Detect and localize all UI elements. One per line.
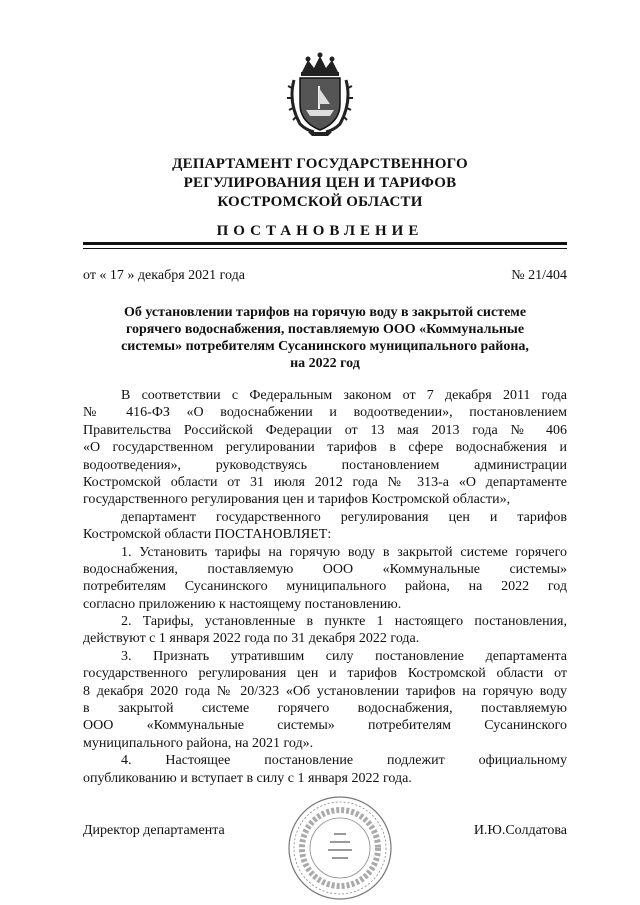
body-line: ООО «Коммунальные системы» потребителям Сусанинского — [83, 718, 567, 734]
signatory-name: И.Ю.Солдатова — [473, 823, 567, 838]
body-line: 8 декабря 2020 года № 20/323 «Об установлении тарифов на горячую воду — [83, 683, 567, 699]
document-number: № 21/404 — [511, 268, 567, 283]
department-line: ДЕПАРТАМЕНТ ГОСУДАРСТВЕННОГО — [172, 156, 468, 172]
department-heading — [0, 155, 640, 212]
document-type: ПОСТАНОВЛЕНИЕ — [216, 223, 424, 239]
title-line: системы» потребителям Сусанинского муниципального района, — [121, 339, 529, 354]
body-line: Правительства Российской Федерации от 13 мая 2013 года № 406 — [83, 422, 567, 438]
body-line: В соответствии с Федеральным законом от 7 декабря 2011 года — [121, 388, 567, 403]
body-line: муниципального района, на 2021 год». — [83, 735, 314, 751]
body-line: государственного регулирования цен и тарифов Костромской области от — [83, 666, 567, 682]
body-line: потребителям Сусанинского муниципального района, на 2022 год — [83, 579, 567, 595]
title-line: горячего водоснабжения, поставляемую ООО «Коммунальные — [125, 322, 525, 337]
document-title — [83, 304, 567, 372]
body-line: 3. Признать утратившим силу постановление департамента — [121, 648, 567, 664]
title-line: Об установлении тарифов на горячую воду в закрытой системе — [123, 305, 527, 320]
official-seal-stamp — [286, 794, 394, 902]
title-line: на 2022 год — [290, 356, 360, 371]
body-line: водоотведения», руководствуясь постановлением администрации — [83, 457, 567, 473]
body-line: 4. Настоящее постановление подлежит официальному — [121, 753, 567, 769]
department-line: КОСТРОМСКОЙ ОБЛАСТИ — [217, 194, 423, 210]
document-date: от « 17 » декабря 2021 года — [83, 268, 245, 283]
body-line: «О государственном регулировании тарифов в сфере водоснабжения и — [83, 440, 567, 456]
body-line: Костромской области ПОСТАНОВЛЯЕТ: — [83, 527, 332, 543]
body-line: опубликованию и вступает в силу с 1 января 2022 года. — [83, 770, 412, 786]
signatory-role: Директор департамента — [83, 823, 225, 838]
document-body — [83, 387, 567, 787]
body-line: департамент государственного регулирования цен и тарифов — [121, 509, 567, 525]
department-line: РЕГУЛИРОВАНИЯ ЦЕН И ТАРИФОВ — [183, 175, 457, 191]
body-line: государственного регулирования цен и тарифов Костромской области», — [83, 492, 511, 508]
body-line: действуют с 1 января 2022 года по 31 декабря 2022 года. — [83, 631, 420, 647]
body-line: водоснабжения, поставляемую ООО «Коммунальные системы» — [83, 561, 567, 577]
header-divider-thick — [83, 242, 567, 245]
header-divider-thin — [83, 248, 567, 249]
body-line: 1. Установить тарифы на горячую воду в закрытой системе горячего — [121, 544, 567, 560]
body-line: Костромской области от 31 июля 2012 года № 313-а «О департаменте — [83, 474, 567, 490]
body-line: согласно приложению к настоящему постановлению. — [83, 596, 402, 612]
body-line: 2. Тарифы, установленные в пункте 1 настоящего постановления, — [121, 614, 567, 630]
body-line: № 416-ФЗ «О водоснабжении и водоотведении», постановлением — [83, 405, 567, 421]
coat-of-arms-emblem — [286, 52, 354, 136]
body-line: в закрытой системе горячего водоснабжения, поставляемую — [83, 701, 567, 717]
